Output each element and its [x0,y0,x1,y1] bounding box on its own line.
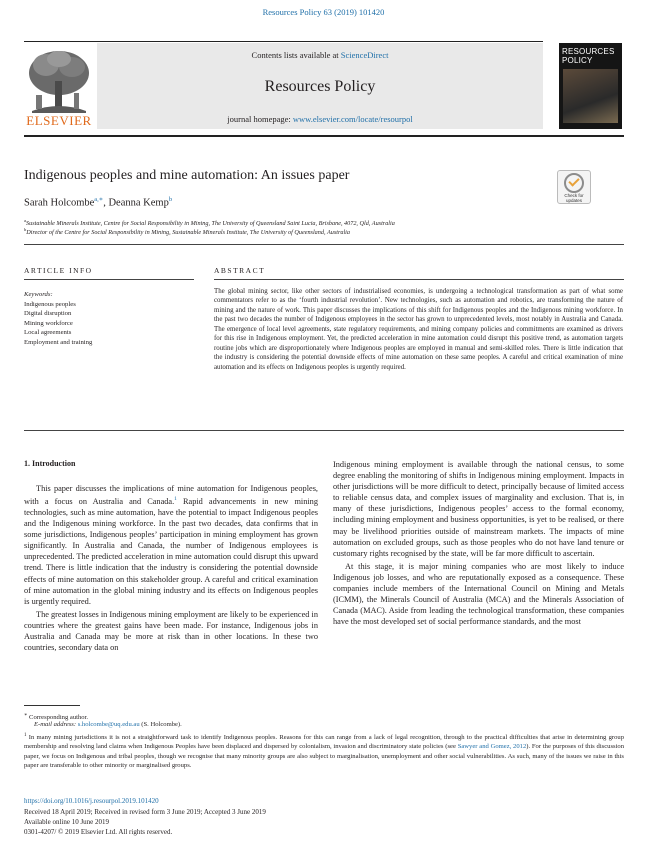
body-left-column [24,483,318,653]
received-dates: Received 18 April 2019; Received in revised form 3 June 2019; Accepted 3 June 2019 [24,808,266,816]
contents-line: Contents lists available at ScienceDirect [251,50,389,60]
abstract-bottom-rule [24,430,624,431]
check-updates-label: Check for updates [564,193,584,203]
affiliation-divider [24,244,624,245]
available-online: Available online 10 June 2019 [24,818,110,826]
paragraph: This paper discusses the implications of mine automation for Indigenous peoples, with a focus on Australia and Canada.$^1$ Rapid advancements in new mining technologies, such as mine automation, have the potential to impact Indigenous peoples and the Indigenous mining workforce. In the past two decades, data confirms that in some jurisdictions, Indigenous peoples’ participation in mining employment has grown significantly. In Australia and Canada, the number of Indigenous employees is unprecedented. The predicted acceleration in mine automation could disrupt this upward trend. There is little indication that the industry is considering the potential downside effects of mine automation on this stakeholder group. A careful and critical examination of mine automation in the global mining industry and its effects on Indigenous peoples is urgently required. [24,484,318,606]
author-affiliation-marker[interactable]: a,∗ [94,196,104,203]
journal-reference[interactable]: Resources Policy 63 (2019) 101420 [262,7,385,17]
paragraph: The greatest losses in Indigenous mining employment are likely to be experienced in countries where the greatest gains have been made. For instance, Indigenous jobs in Australia and Canada may be more at risk than in other locations. In these two countries, secondary data on [24,609,318,653]
article-info-rule [24,279,194,280]
keywords-block [24,290,194,347]
header-bottom-rule [24,135,624,137]
paragraph: At this stage, it is major mining companies who are most likely to induce Indigenous job losses, and who are reputationally exposed as a consequence. These companies include members of the International Council on Mining and Metals (ICMM), the Minerals Council of Australia (MCA) and the Minerals Association of Canada (MAC). Aside from leading the technological transformation, these companies have the most developed set of social performance standards, and the most [333,561,624,627]
email-note: E-mail address: s.holcombe@uq.edu.au (S. Holcombe). [34,721,182,728]
corresponding-author-note: ∗ Corresponding author. [24,713,89,722]
check-for-updates-button[interactable] [557,170,591,204]
journal-title: Resources Policy [264,78,376,95]
affiliation-a: $^a$Sustainable Minerals Institute, Centre for Social Responsibility in Mining, The University of Queensland Saint Lucia, Brisbane, 4072, Qld, Australia [24,218,395,228]
keywords-label: Keywords: [24,291,53,298]
author-name[interactable]: Deanna Kemp [108,197,169,209]
journal-cover-thumbnail [559,43,622,129]
article-title: Indigenous peoples and mine automation: An issues paper [24,168,350,183]
keyword-item: Mining workforce [24,319,73,327]
check-updates-icon [564,173,584,193]
abstract-text: The global mining sector, like other sectors of industrialised economies, is undergoing a technological transformation as part of what some commentators refer to as the ‘fourth industrial revolution’. New technologies, such as automation and robotics, are transforming the nature of mining and the nature of work. This paper discusses the implications of this shift for Indigenous peoples and the Indigenous mining workforce. In the past two decades the number of Indigenous employees in the sector has grown to unprecedented levels, most notably in Australia and Canada. The emergence of local level agreements, state regulatory requirements, and mining company policies and commitments are examined as drivers for this rise in Indigenous employment. Yet, the predicted acceleration in mine automation could disrupt this positive trend, as automation targets routine jobs which are disproportionately where Indigenous peoples are employed in manual and semi-skilled roles. There is little indication that the industry is considering the potential downside effects of mine automation on these same peoples. A careful and critical examination of mine automation and its effects on Indigenous peoples is urgently required. [214,288,623,371]
author-list: Sarah Holcombe$^{a,∗}$, Deanna Kemp$^b$ [24,196,173,209]
cover-image [563,69,618,123]
author-affiliation-marker[interactable]: b [168,196,173,203]
footnote-rule [24,705,80,706]
doi-link[interactable]: https://doi.org/10.1016/j.resourpol.2019.101420 [24,797,159,805]
citation-link[interactable]: Sawyer and Gomez, 2012 [457,743,527,751]
affiliation-b: $^b$Director of the Centre for Social Responsibility in Mining, Sustainable Minerals Institute, The University of Queensland, Australia [24,227,350,237]
keyword-item: Local agreements [24,329,72,336]
homepage-link[interactable]: www.elsevier.com/locate/resourpol [292,114,413,124]
paragraph: Indigenous mining employment is available through the national census, to some degree enabling the monitoring of shifts in Indigenous mining employment. Impacts in other jurisdictions will be more difficult to detect, principally because of limited access to reliable census data, and complex issues of marginality and exclusion. That is, in many of these jurisdictions, Indigenous peoples’ access to the formal economy, including mining employment and business opportunities, is yet to be realised, or there may be livelihood priorities outside of mainstream markets. The impacts of mine automation on excluded groups, such as those peoples who do not have land tenure or customary rights recognised by the state, will be far more difficult to ascertain. [333,460,624,558]
cover-text-policy: POLICY [562,56,593,65]
cover-text-resources: RESOURCES [562,47,615,56]
keyword-item: Digital disruption [24,310,72,317]
footnote-marker[interactable]: 1 [174,496,177,503]
abstract-heading: ABSTRACT [214,266,266,275]
section-heading-introduction: 1. Introduction [24,459,76,468]
elsevier-wordmark: ELSEVIER [26,113,92,128]
email-link[interactable]: s.holcombe@uq.edu.au [77,721,140,728]
sciencedirect-link[interactable]: ScienceDirect [340,50,389,60]
article-info-heading: ARTICLE INFO [24,266,93,275]
keyword-item: Employment and training [24,338,93,346]
journal-homepage: journal homepage: www.elsevier.com/locate/resourpol [227,114,413,124]
keyword-item: Indigenous peoples [24,300,76,308]
footnote-1: $^1$ In many mining jurisdictions it is not a straightforward task to identify Indigenous peoples. Reasons for this can range from a lack of legal recognition, through to the practical difficulties that arise in determining group membership and resolving land claims when Indigenous Peoples have been displaced and dispersed by colonialism, invasion and discriminatory state policies (see Sawyer and Gomez, 2012). For the purposes of this discussion paper, we focus on Indigenous and tribal peoples, though we recognise that many minority groups are also subject to marginalisation, unemployment and other social vulnerabilities. As such, many of the issues we raise in this paper are transferable to other minority or marginalised groups. [24,733,624,769]
author-name[interactable]: Sarah Holcombe [24,197,95,209]
abstract-rule [214,279,624,280]
elsevier-logo [24,43,94,129]
body-right-column [333,459,624,627]
copyright: 0301-4207/ © 2019 Elsevier Ltd. All rights reserved. [24,828,173,836]
header-top-rule [24,41,543,42]
